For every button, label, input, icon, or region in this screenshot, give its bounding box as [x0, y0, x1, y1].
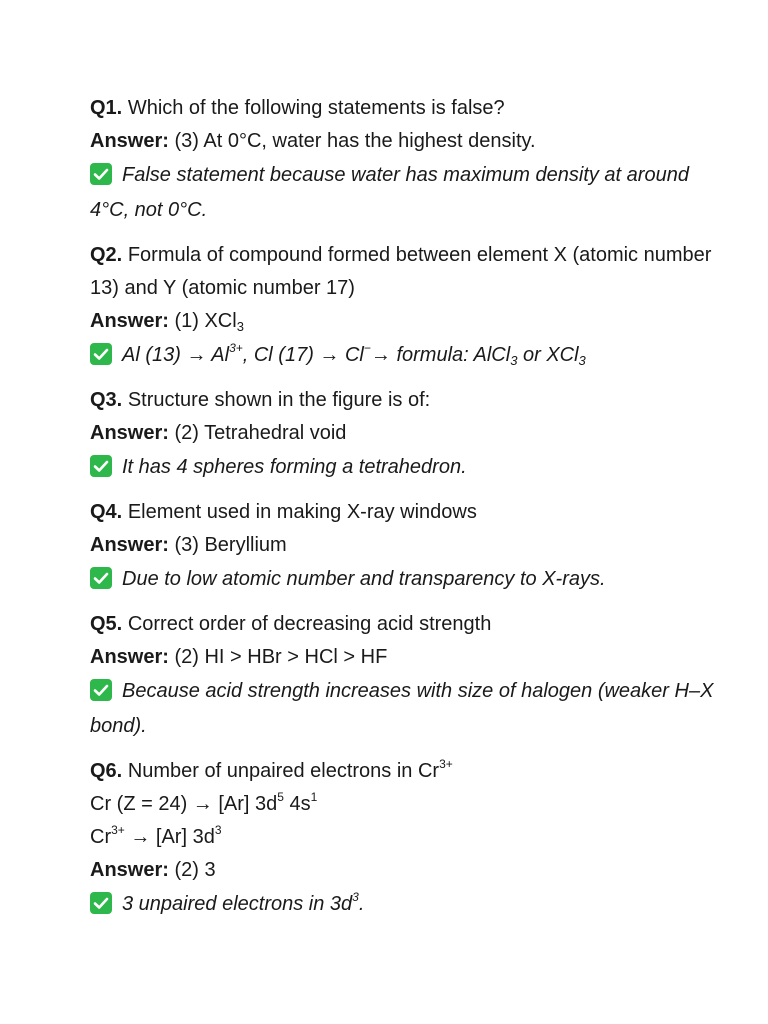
explanation-text: False statement because water has maximum density at around 4°C, not 0°C. [90, 164, 689, 221]
superscript: 3+ [111, 823, 125, 837]
config-text: 4s [283, 793, 311, 815]
question-text: Which of the following statements is false? [127, 97, 505, 119]
superscript: 3+ [229, 341, 243, 355]
check-mark-icon [90, 679, 112, 701]
question-line [90, 496, 728, 529]
explanation-text: Because acid strength increases with size of halogen (weaker H–X bond). [90, 680, 714, 737]
answer-text: (2) Tetrahedral void [174, 422, 347, 444]
question-2 [90, 239, 728, 373]
question-text: Number of unpaired electrons in Cr [127, 760, 440, 782]
answer-label: Answer: [90, 130, 169, 152]
explanation-text: , Cl (17) → Cl [242, 344, 364, 366]
explanation-text: 3 unpaired electrons in 3d [122, 893, 353, 915]
config-text: → [Ar] 3d [124, 826, 215, 848]
question-text: Structure shown in the figure is of: [127, 389, 431, 411]
answer-label: Answer: [90, 534, 169, 556]
answer-text: (3) Beryllium [174, 534, 287, 556]
question-1 [90, 92, 728, 228]
answer-line [90, 417, 728, 450]
question-number: Q5. [90, 613, 123, 635]
check-mark-icon [90, 892, 112, 914]
answer-text: (3) At 0°C, water has the highest density. [174, 130, 536, 152]
question-line [90, 92, 728, 125]
question-5 [90, 608, 728, 744]
check-mark-icon [90, 455, 112, 477]
question-text: Formula of compound formed between element X (atomic number 13) and Y (atomic number 17) [90, 244, 712, 299]
superscript: 5 [277, 790, 284, 804]
explanation [90, 674, 728, 744]
electron-config-line [90, 788, 728, 821]
check-mark-icon [90, 163, 112, 185]
explanation-text: or XCl [517, 344, 579, 366]
question-line [90, 384, 728, 417]
subscript: 3 [510, 353, 518, 368]
explanation-text: → formula: AlCl [370, 344, 511, 366]
question-line [90, 755, 728, 788]
answer-line [90, 529, 728, 562]
explanation-text: It has 4 spheres forming a tetrahedron. [122, 456, 467, 478]
explanation [90, 158, 728, 228]
question-number: Q6. [90, 760, 123, 782]
superscript: 3 [352, 890, 359, 904]
explanation-text: Al (13) → Al [122, 344, 230, 366]
answer-label: Answer: [90, 859, 169, 881]
explanation-text: Due to low atomic number and transparency to X-rays. [122, 568, 606, 590]
answer-label: Answer: [90, 310, 169, 332]
answer-line [90, 854, 728, 887]
question-4 [90, 496, 728, 597]
answer-line [90, 305, 728, 338]
superscript: 3 [214, 823, 222, 837]
superscript: 3+ [439, 757, 453, 771]
question-6 [90, 755, 728, 922]
question-number: Q3. [90, 389, 123, 411]
answer-text: (1) XCl [174, 310, 237, 332]
explanation [90, 562, 728, 597]
electron-config-line [90, 821, 728, 854]
question-line [90, 608, 728, 641]
superscript: 1 [310, 790, 318, 804]
explanation [90, 450, 728, 485]
question-text: Correct order of decreasing acid strength [127, 613, 492, 635]
question-number: Q2. [90, 244, 123, 266]
subscript: 3 [578, 353, 586, 368]
answer-label: Answer: [90, 646, 169, 668]
answer-key [90, 92, 728, 922]
answer-line [90, 125, 728, 158]
superscript: − [363, 341, 371, 355]
explanation [90, 338, 728, 373]
explanation-text: . [358, 893, 365, 915]
answer-label: Answer: [90, 422, 169, 444]
config-text: Cr (Z = 24) → [Ar] 3d [90, 793, 278, 815]
check-mark-icon [90, 567, 112, 589]
answer-line [90, 641, 728, 674]
question-number: Q4. [90, 501, 123, 523]
config-text: Cr [90, 826, 112, 848]
question-line [90, 239, 728, 305]
answer-text: (2) HI > HBr > HCl > HF [174, 646, 388, 668]
question-3 [90, 384, 728, 485]
explanation [90, 887, 728, 922]
answer-text: (2) 3 [174, 859, 216, 881]
question-number: Q1. [90, 97, 123, 119]
question-text: Element used in making X-ray windows [127, 501, 477, 523]
subscript: 3 [236, 319, 244, 334]
check-mark-icon [90, 343, 112, 365]
